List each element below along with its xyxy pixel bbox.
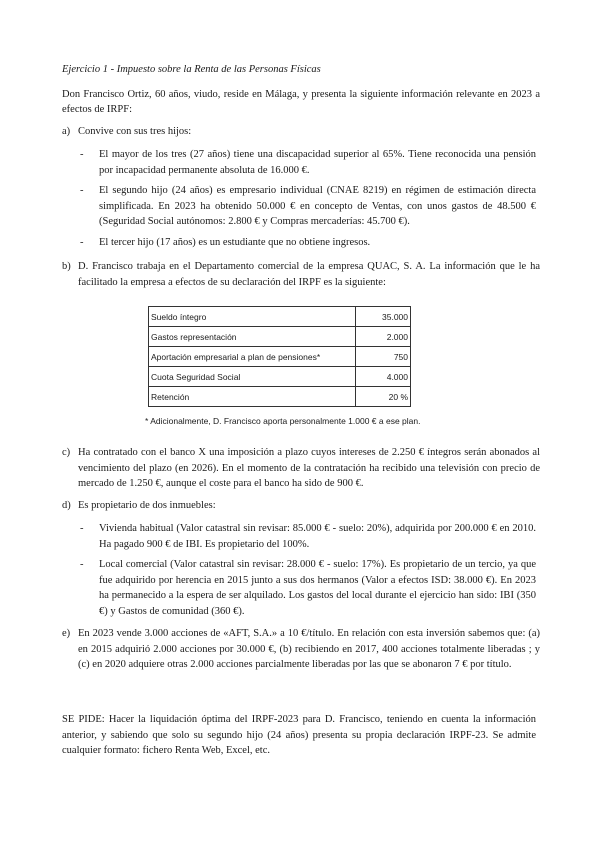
section-a-item-1: - El mayor de los tres (27 años) tiene una discapacidad superior al 65%. Tiene reconocida una pensión por incapacidad permanente absoluta de 16.000 €. — [80, 149, 536, 176]
bullet-dash: - — [80, 523, 84, 534]
section-c — [62, 445, 540, 492]
section-e — [62, 626, 540, 673]
section-c-text: Ha contratado con el banco X una imposición a plazo cuyos intereses de 2.250 € íntegros serán abonados al vencimiento del plazo (en 2026). En el momento de la contratación ha recibido una televisión con precio de mercado de 1.250 €, aunque el coste para el banco ha sido de 900 €. — [78, 447, 540, 489]
table-row: Sueldo íntegro 35.000 — [149, 307, 411, 327]
bullet-dash: - — [80, 237, 84, 248]
table-row: Retención 20 % — [149, 387, 411, 407]
section-b — [62, 259, 540, 290]
section-d-item-1: - Vivienda habitual (Valor catastral sin revisar: 85.000 € - suelo: 20%), adquirida por 200.000 € en 2010. Ha pagado 900 € de IBI. Es propietario del 100%. — [80, 523, 536, 550]
table-row: Gastos representación 2.000 — [149, 327, 411, 347]
section-e-label: e) — [62, 628, 71, 639]
bullet-dash: - — [80, 149, 84, 160]
task-statement: SE PIDE: Hacer la liquidación óptima del IRPF-2023 para D. Francisco, teniendo en cuenta la información anterior, y sabiendo que solo su segundo hijo (24 años) presenta su propia declaración IRPF-23. Se admite cualquier formato: fichero Renta Web, Excel, etc. — [62, 714, 536, 756]
section-a-label: a) — [62, 126, 71, 137]
section-e-text: En 2023 vende 3.000 acciones de «AFT, S.A.» a 10 €/título. En relación con esta inversión sabemos que: (a) en 2015 adquirió 2.000 acciones por 30.000 €, (b) recibiendo en 2017, 400 acciones totalmente liberadas ; y (c) en 2020 adquiere otras 2.000 acciones parcialmente liberadas por las que se abonaron 7 € por título. — [78, 628, 540, 670]
section-d-text: Es propietario de dos inmuebles: — [78, 500, 216, 511]
section-a — [62, 124, 540, 140]
table-row: Cuota Seguridad Social 4.000 — [149, 367, 411, 387]
section-c-label: c) — [62, 447, 71, 458]
section-a-text: Convive con sus tres hijos: — [78, 126, 192, 137]
intro-paragraph: Don Francisco Ortiz, 60 años, viudo, reside en Málaga, y presenta la siguiente información relevante en 2023 a efectos de IRPF: — [62, 89, 540, 115]
table-row: Aportación empresarial a plan de pensiones* 750 — [149, 347, 411, 367]
bullet-dash: - — [80, 559, 84, 570]
section-b-label: b) — [62, 261, 71, 272]
section-b-text: D. Francisco trabaja en el Departamento comercial de la empresa QUAC, S. A. La información que le ha facilitado la empresa a efectos de su declaración del IRPF es la siguiente: — [78, 261, 540, 288]
income-table — [148, 306, 411, 407]
exercise-title: Ejercicio 1 - Impuesto sobre la Renta de las Personas Físicas — [62, 64, 321, 75]
section-a-item-2: - El segundo hijo (24 años) es empresario individual (CNAE 8219) en régimen de estimación directa simplificada. En 2023 ha obtenido 50.000 € en concepto de Ventas, con unos gastos de 48.500 € (Seguridad Social autónomos: 2.800 € y Compras mercaderías: 45.700 €). — [80, 185, 536, 227]
table-footnote: * Adicionalmente, D. Francisco aporta personalmente 1.000 € a ese plan. — [145, 416, 421, 426]
section-a-item-3: - El tercer hijo (17 años) es un estudiante que no obtiene ingresos. — [80, 235, 536, 251]
section-d-item-2: - Local comercial (Valor catastral sin revisar: 28.000 € - suelo: 17%). Es propietario de un tercio, ya que fue adquirido por herencia en 2015 junto a sus dos hermanos (Valor a efectos ISD: 38.000 €). En 2023 ha permanecido a la espera de ser alquilado. Los gastos del local durante el ejercicio han sido: IBI (350 €) y Gastos de comunidad (360 €). — [80, 559, 536, 617]
section-d-label: d) — [62, 500, 71, 511]
section-d — [62, 498, 540, 514]
bullet-dash: - — [80, 185, 84, 196]
